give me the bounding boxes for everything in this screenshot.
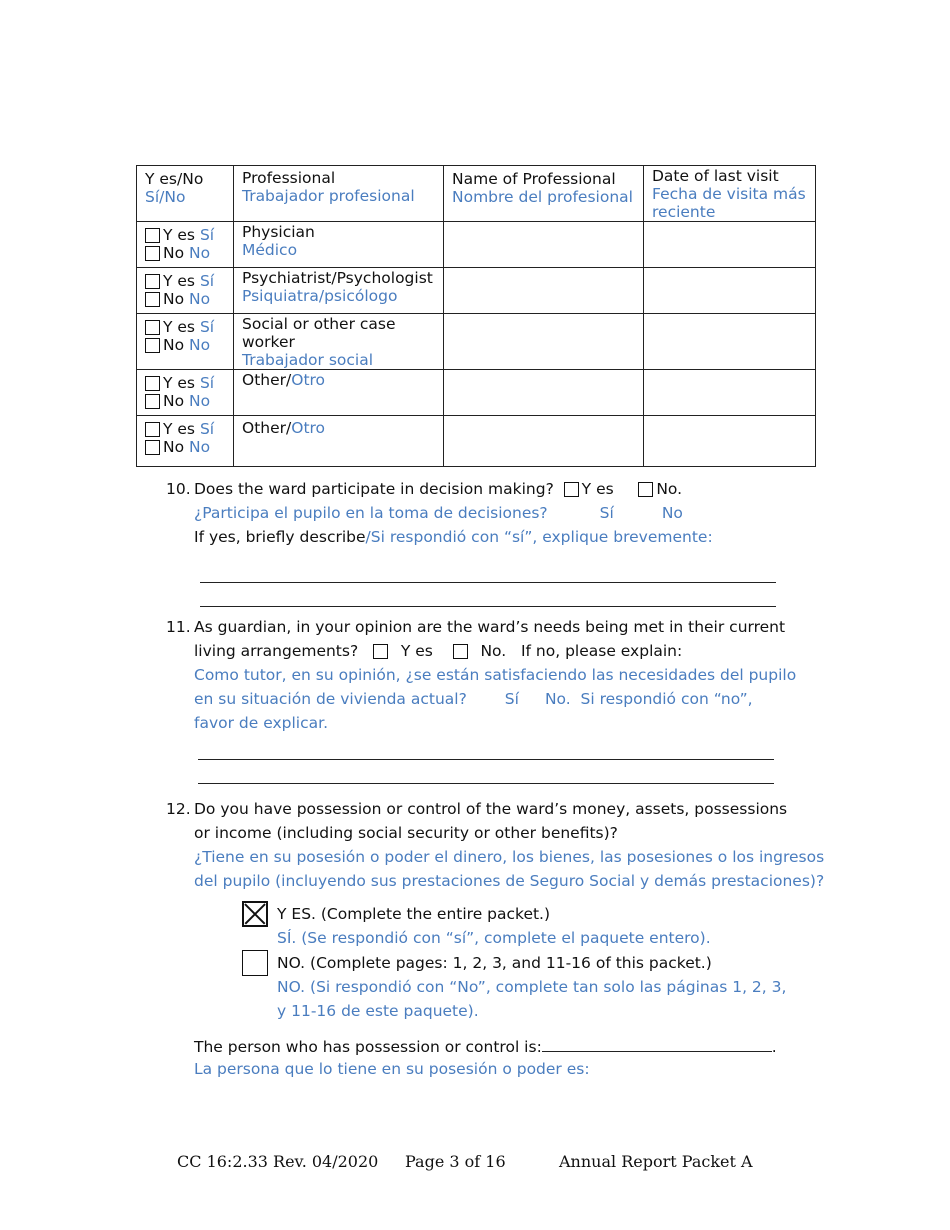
person-in-control: The person who has possession or control is: . La persona que lo tiene en su posesión o poder es: [194,1038,777,1078]
yes-no-cell: Y es Sí No No [137,222,234,268]
question-10: 10. Does the ward participate in decision making? Y es No. ¿Participa el pupilo en la toma de decisiones? Sí No If yes, briefly describe/Si respondió con “sí”, explique brevemente: [166,477,786,549]
q12-yes-label: Y ES. (Complete the entire packet.) [277,905,551,923]
q10-yes-checkbox[interactable] [564,482,579,497]
professional-cell: Social or other case worker Trabajador social [234,314,444,370]
footer-form-number: CC 16:2.33 Rev. 04/2020 [177,1152,379,1171]
q12-no-label: NO. (Complete pages: 1, 2, 3, and 11-16 of this packet.) [277,954,712,972]
professional-cell: Psychiatrist/Psychologist Psiquiatra/psicólogo [234,268,444,314]
table-row [137,222,816,268]
professional-cell: Physician Médico [234,222,444,268]
yes-no-cell: Y es Sí No No [137,268,234,314]
q10-no-checkbox[interactable] [638,482,653,497]
person-in-control-field[interactable] [542,1037,772,1052]
name-field[interactable] [444,416,644,467]
footer-page-number: Page 3 of 16 [405,1152,506,1171]
date-field[interactable] [644,416,816,467]
professionals-table [136,165,816,467]
header-date: Date of last visit Fecha de visita más reciente [644,166,816,222]
yes-no-cell: Y es Sí No No [137,416,234,467]
professional-cell: Other/Otro [234,370,444,416]
yes-checkbox[interactable] [145,422,160,437]
yes-checkbox[interactable] [145,320,160,335]
date-field[interactable] [644,268,816,314]
yes-checkbox[interactable] [145,376,160,391]
question-12: 12. Do you have possession or control of the ward’s money, assets, possessions or income (including social security or other benefits)? ¿Tiene en su posesión o poder el dinero, los bienes, las posesiones o los ingresos del pupilo (incluyendo sus prestaciones de Seguro Social y demás prestaciones)? [166,797,786,893]
q11-answer-line-2[interactable] [198,783,774,784]
header-name: Name of Professional Nombre del profesional [444,166,644,222]
q11-answer-line-1[interactable] [198,759,774,760]
q12-no-checkbox[interactable] [242,950,268,976]
no-checkbox[interactable] [145,394,160,409]
q11-no-checkbox[interactable] [453,644,468,659]
name-field[interactable] [444,370,644,416]
table-header-row [137,166,816,222]
footer-title: Annual Report Packet A [559,1152,753,1171]
professional-cell: Other/Otro [234,416,444,467]
date-field[interactable] [644,222,816,268]
no-checkbox[interactable] [145,440,160,455]
question-number: 11. [166,618,191,636]
date-field[interactable] [644,314,816,370]
yes-no-cell: Y es Sí No No [137,314,234,370]
q11-yes-checkbox[interactable] [373,644,388,659]
question-number: 10. [166,480,191,498]
yes-no-cell: Y es Sí No No [137,370,234,416]
no-checkbox[interactable] [145,292,160,307]
q10-answer-line-1[interactable] [200,582,776,583]
table-row [137,416,816,467]
question-number: 12. [166,800,191,818]
name-field[interactable] [444,268,644,314]
table-row [137,268,816,314]
table-row [137,314,816,370]
q12-no-label-es: NO. (Si respondió con “No”, complete tan solo las páginas 1, 2, 3, [277,978,787,996]
header-professional: Professional Trabajador profesional [234,166,444,222]
table-row [137,370,816,416]
name-field[interactable] [444,222,644,268]
header-yes-no: Y es/No Sí/No [137,166,234,222]
no-checkbox[interactable] [145,246,160,261]
q12-yes-checkbox[interactable] [242,901,268,927]
yes-checkbox[interactable] [145,274,160,289]
q12-yes-label-es: SÍ. (Se respondió con “sí”, complete el paquete entero). [277,929,711,947]
yes-checkbox[interactable] [145,228,160,243]
date-field[interactable] [644,370,816,416]
q10-answer-line-2[interactable] [200,606,776,607]
name-field[interactable] [444,314,644,370]
question-11: 11. As guardian, in your opinion are the ward’s needs being met in their current living arrangements? Y es No. If no, please explain: Como tutor, en su opinión, ¿se están satisfaciendo las necesidades del pupilo en su situación de vivienda actual? Sí No. Si respondió con “no”, favor de explicar. [166,615,786,735]
no-checkbox[interactable] [145,338,160,353]
